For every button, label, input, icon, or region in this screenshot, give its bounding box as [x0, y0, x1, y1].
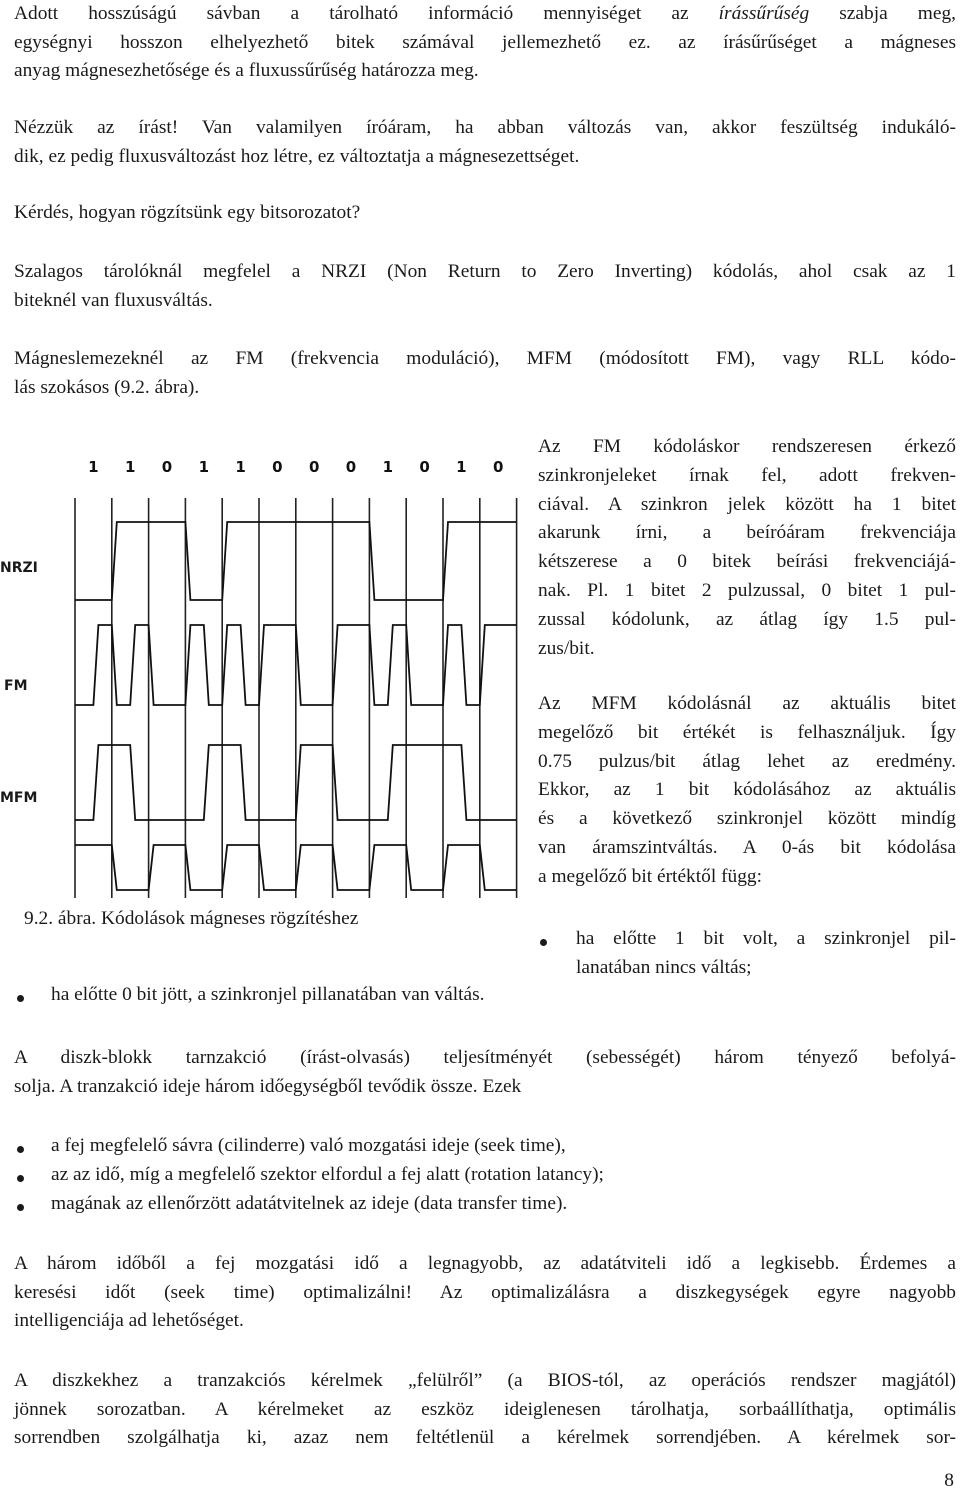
text-line: dik, ez pedig fluxusváltozást hoz létre, ez változtatja a mágnesezettséget. — [14, 145, 580, 167]
nrzi-label: NRZI — [0, 560, 38, 576]
text-line: és a következő szinkronjel között mindíg — [538, 808, 956, 830]
bullet-icon — [17, 1175, 24, 1182]
text-line: solja. A tranzakció ideje három időegységből tevődik össze. Ezek — [14, 1075, 522, 1097]
text-line: Az MFM kódolásnál az aktuális bitet — [538, 693, 956, 714]
text-line: ciával. A szinkron jelek között ha 1 bitet — [538, 493, 956, 515]
text-line: A diszk-blokk tarnzakció (írást-olvasás) teljesítményét (sebességét) három tényező befolyá- — [14, 1047, 956, 1068]
bit-label: 0 — [492, 458, 504, 476]
text-line: van áramszintváltás. A 0-ás bit kódolása — [538, 836, 956, 858]
paragraph-writing — [14, 114, 956, 171]
paragraph-nrzi — [14, 258, 956, 315]
bit-label: 1 — [456, 458, 467, 476]
bullet-icon — [540, 939, 547, 946]
bit-label: 0 — [308, 458, 320, 476]
text-line: Mágneslemezeknél az FM (frekvencia moduláció), MFM (módosított FM), vagy RLL kódo- — [14, 348, 956, 369]
text-line: Ekkor, az 1 bit kódolásához az aktuális — [538, 779, 956, 801]
emphasis-term: írássűrűség — [718, 3, 810, 24]
text-line: 0.75 pulzus/bit átlag lehet az eredmény. — [538, 750, 956, 772]
bullet-icon — [17, 1146, 24, 1153]
encoding-waveform-diagram — [0, 450, 504, 900]
paragraph-requests — [14, 1367, 956, 1453]
text-line: A diszkekhez a tranzakciós kérelmek „felülről” (a BIOS-tól, az operációs rendszer magjától) — [14, 1370, 956, 1391]
page-number: 8 — [944, 1470, 954, 1491]
text-line: akarunk írni, a beíróáram frekvenciája — [538, 522, 956, 544]
text-line: lás szokásos (9.2. ábra). — [14, 376, 200, 398]
bullet-icon — [17, 1204, 24, 1211]
text-line: a megelőző bit értéktől függ: — [538, 865, 762, 887]
text-line: anyag mágnesezhetősége és a fluxussűrűség határozza meg. — [14, 60, 479, 81]
bit-label: 0 — [419, 458, 430, 476]
text-line: egységnyi hosszon elhelyezhető bitek számával jellemezhető ez. az írásűrűséget a mágneses — [14, 31, 956, 53]
bit-label: 1 — [124, 458, 136, 476]
paragraph-transaction — [14, 1044, 956, 1101]
list-item: magának az ellenőrzött adatátvitelnek az ideje (data transfer time). — [51, 1193, 568, 1214]
list-item: az az idő, míg a megfelelő szektor elfordul a fej alatt (rotation latancy); — [51, 1164, 604, 1185]
text-line: keresési időt (seek time) optimalizálni! Az optimalizálásra a diszkegységek egyre nagyobb — [14, 1281, 956, 1303]
text-line: jönnek sorozatban. A kérelmeket az eszköz ideiglenesen tárolhatja, sorbaállíthatja, optimális — [14, 1398, 956, 1420]
text-line: Szalagos tárolóknál megfelel a NRZI (Non Return to Zero Inverting) kódolás, ahol csak az 1 — [14, 261, 956, 282]
fm-label: FM — [4, 678, 28, 694]
text-line: megelőző bit értékét is felhasználjuk. Így — [538, 721, 956, 743]
text-line: zussal kódolunk, az átlag így 1.5 pul- — [538, 608, 956, 630]
paragraph-fm-mfm — [14, 345, 956, 402]
text-line: Adott hosszúságú sávban a tárolható információ mennyiséget az írássűrűség szabja meg, — [14, 3, 956, 24]
paragraph-question — [14, 199, 956, 228]
text-line: sorrendben szolgálhatja ki, azaz nem feltétlenül a kérelmek sorrendjében. A kérelmek sor- — [14, 1427, 956, 1448]
paragraph-seek-time — [14, 1250, 956, 1336]
text-line: ha előtte 1 bit volt, a szinkronjel pil- — [576, 928, 956, 949]
bit-label: 0 — [161, 458, 173, 476]
text-line: nak. Pl. 1 bitet 2 pulzussal, 0 bitet 1 pul- — [538, 579, 956, 601]
bit-label: 1 — [382, 458, 394, 476]
bit-label: 1 — [198, 458, 210, 476]
bit-label: 0 — [272, 458, 283, 476]
text-line: Az FM kódoláskor rendszeresen érkező — [538, 436, 956, 457]
text-line: szinkronjeleket írnak fel, adott frekven- — [538, 464, 956, 486]
text-line: intelligenciája ad lehetőséget. — [14, 1310, 244, 1331]
bullet-item-prev-one — [576, 925, 956, 982]
bit-label: 0 — [345, 458, 357, 476]
mfm-label: MFM — [0, 790, 38, 806]
bit-label: 1 — [88, 458, 99, 476]
text-line: Nézzük az írást! Van valamilyen íróáram, ha abban változás van, akkor feszültség indukáló- — [14, 117, 956, 138]
text-line: biteknél van fluxusváltás. — [14, 289, 213, 311]
text-line: kétszerese a 0 bitek beírási frekvenciájá- — [538, 551, 956, 573]
text-line: A három időből a fej mozgatási idő a legnagyobb, az adatátviteli idő a legkisebb. Érdemes a — [14, 1253, 956, 1274]
bit-label: 1 — [235, 458, 246, 476]
paragraph-write-density — [14, 0, 956, 86]
paragraph-fm-explanation — [538, 433, 956, 663]
text-line: Kérdés, hogyan rögzítsünk egy bitsorozatot? — [14, 202, 361, 223]
encoding-figure — [0, 450, 504, 900]
text-line: lanatában nincs váltás; — [576, 956, 752, 978]
bullet-icon — [17, 995, 24, 1002]
paragraph-mfm-explanation — [538, 690, 956, 892]
figure-caption: 9.2. ábra. Kódolások mágneses rögzítéshez — [24, 908, 359, 929]
bullet-item-prev-zero: ha előtte 0 bit jött, a szinkronjel pillanatában van váltás. — [51, 984, 485, 1005]
list-item: a fej megfelelő sávra (cilinderre) való mozgatási ideje (seek time), — [51, 1135, 566, 1156]
text-line: zus/bit. — [538, 637, 595, 659]
